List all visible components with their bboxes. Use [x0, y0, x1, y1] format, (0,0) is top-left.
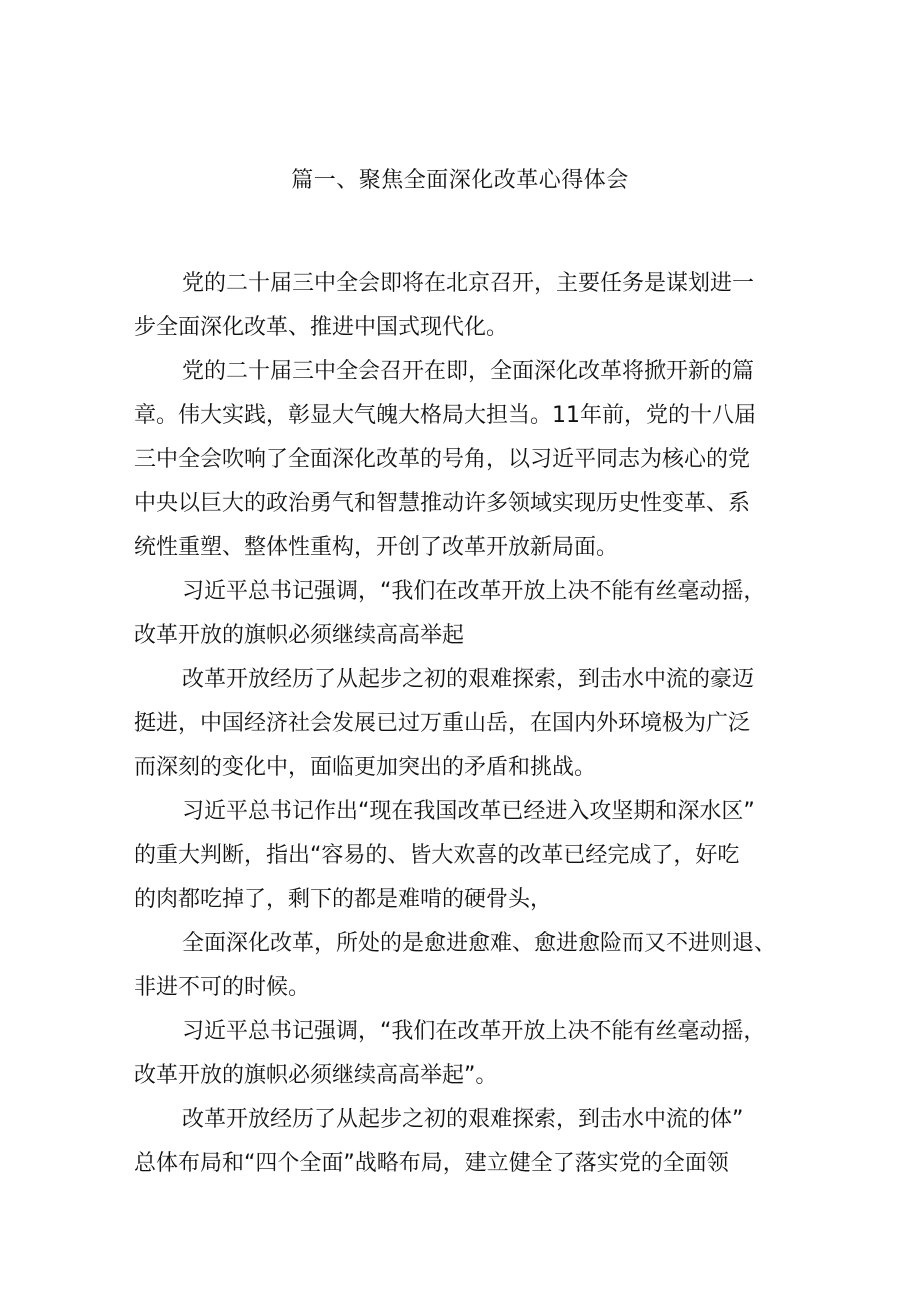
text-line: 的重大判断，指出“容易的、皆大欢喜的改革已经完成了，好吃	[134, 843, 740, 868]
text-line: 改革开放的旗帜必须继续高高举起”。	[134, 1063, 498, 1088]
text-line: 中央以巨大的政治勇气和智慧推动许多领域实现历史性变革、系	[134, 491, 751, 516]
text-line: 总体布局和“四个全面”战略布局，建立健全了落实党的全面领	[134, 1151, 729, 1176]
text-line: 非进不可的时候。	[134, 975, 311, 1000]
text-line: 章。伟大实践，彰显大气魄大格局大担当。11年前，党的十八届	[134, 403, 756, 428]
text-line: 党的二十届三中全会召开在即，全面深化改革将掀开新的篇	[182, 359, 755, 384]
text-line: 改革开放的旗帜必须继续高高举起	[134, 623, 465, 648]
text-line: 而深刻的变化中，面临更加突出的矛盾和挑战。	[134, 755, 597, 780]
text-line: 挺进，中国经济社会发展已过万重山岳，在国内外环境极为广泛	[134, 711, 751, 736]
text-line: 的肉都吃掉了，剩下的都是难啃的硬骨头，	[134, 887, 553, 912]
document-title: 篇一、聚焦全面深化改革心得体会	[291, 168, 629, 193]
text-line: 统性重塑、整体性重构，开创了改革开放新局面。	[134, 535, 619, 560]
text-line: 步全面深化改革、推进中国式现代化。	[134, 315, 509, 340]
text-line: 党的二十届三中全会即将在北京召开，主要任务是谋划进一	[182, 271, 755, 296]
text-line: 习近平总书记作出“现在我国改革已经进入攻坚期和深水区”	[182, 799, 755, 824]
text-line: 习近平总书记强调，“我们在改革开放上决不能有丝毫动摇，	[182, 1019, 766, 1044]
text-line: 改革开放经历了从起步之初的艰难探索，到击水中流的体”	[182, 1107, 744, 1132]
text-line: 习近平总书记强调，“我们在改革开放上决不能有丝毫动摇，	[182, 579, 766, 604]
text-line: 三中全会吹响了全面深化改革的号角，以习近平同志为核心的党	[134, 447, 751, 472]
text-line: 改革开放经历了从起步之初的艰难探索，到击水中流的豪迈	[182, 667, 755, 692]
text-line: 全面深化改革，所处的是愈进愈难、愈进愈险而又不进则退、	[182, 931, 777, 956]
document-body	[134, 262, 804, 1186]
